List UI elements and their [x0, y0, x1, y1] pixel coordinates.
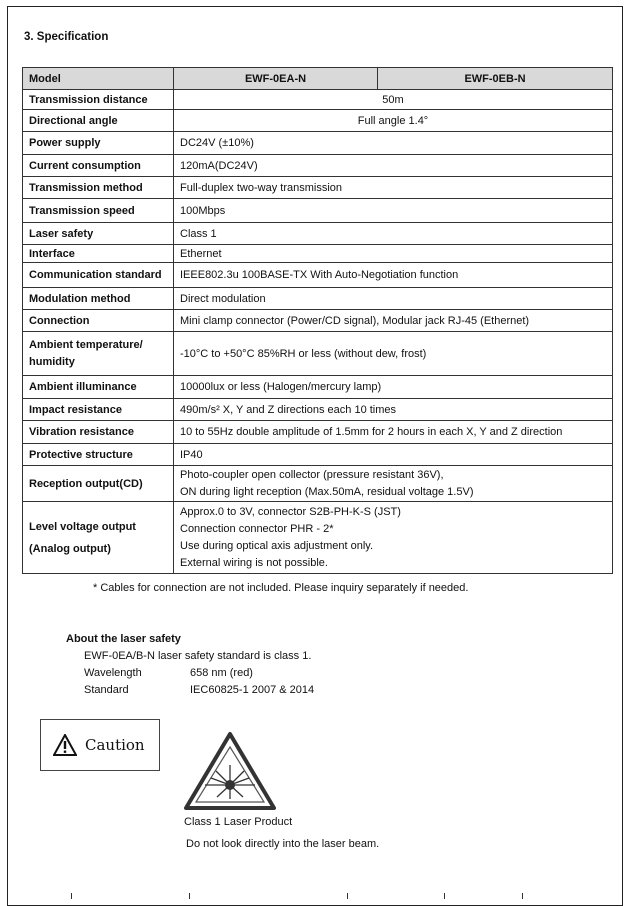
row-value: Full-duplex two-way transmission: [174, 177, 613, 199]
table-row: [23, 421, 613, 444]
row-label: [23, 502, 174, 574]
laser-beam-warning: Do not look directly into the laser beam.: [186, 838, 380, 850]
standard-label: Standard: [84, 684, 129, 696]
row-label: Transmission speed: [23, 199, 174, 223]
row-label: Impact resistance: [23, 399, 174, 421]
row-label: Interface: [23, 245, 174, 263]
caution-box: [40, 719, 160, 771]
wavelength-value: 658 nm (red): [190, 667, 253, 679]
table-row: [23, 263, 613, 288]
row-value-line: Connection connector PHR - 2*: [180, 522, 334, 535]
table-row: [23, 110, 613, 132]
row-value: 100Mbps: [174, 199, 613, 223]
row-value-line: Photo-coupler open collector (pressure resistant 36V),: [180, 468, 444, 481]
row-label: Transmission method: [23, 177, 174, 199]
row-label: [23, 332, 174, 376]
row-value: 490m/s² X, Y and Z directions each 10 times: [174, 399, 613, 421]
row-label: Modulation method: [23, 288, 174, 310]
header-model: Model: [23, 68, 174, 90]
table-row: [23, 502, 613, 574]
section-title: 3. Specification: [24, 31, 109, 43]
row-label: Transmission distance: [23, 90, 174, 110]
row-value: 120mA(DC24V): [174, 155, 613, 177]
row-value: Full angle 1.4°: [174, 110, 613, 132]
row-value-line: ON during light reception (Max.50mA, residual voltage 1.5V): [180, 485, 474, 498]
row-label-line: Level voltage output: [29, 520, 136, 533]
table-row: [23, 177, 613, 199]
table-row: [23, 245, 613, 263]
header-col-a: EWF-0EA-N: [174, 68, 378, 90]
row-label: Protective structure: [23, 444, 174, 466]
row-label: Current consumption: [23, 155, 174, 177]
caution-label: Caution: [85, 736, 145, 754]
row-label: Connection: [23, 310, 174, 332]
laser-safety-title: About the laser safety: [66, 633, 181, 645]
row-value-line: Approx.0 to 3V, connector S2B-PH-K-S (JST): [180, 505, 401, 518]
row-value: Direct modulation: [174, 288, 613, 310]
row-value: -10°C to +50°C 85%RH or less (without dew, frost): [174, 332, 613, 376]
row-label: Vibration resistance: [23, 421, 174, 444]
row-value: DC24V (±10%): [174, 132, 613, 155]
standard-value: IEC60825-1 2007 & 2014: [190, 684, 315, 696]
laser-radiation-icon: [183, 731, 277, 816]
laser-class-caption: Class 1 Laser Product: [184, 816, 293, 828]
row-value: IEEE802.3u 100BASE-TX With Auto-Negotiation function: [174, 263, 613, 288]
row-label: Directional angle: [23, 110, 174, 132]
row-value: 10 to 55Hz double amplitude of 1.5mm for 2 hours in each X, Y and Z direction: [174, 421, 613, 444]
row-value: 50m: [174, 90, 613, 110]
header-col-b: EWF-0EB-N: [378, 68, 613, 90]
table-row: [23, 332, 613, 376]
warning-triangle-icon: [53, 734, 77, 756]
standard-row: [66, 682, 314, 699]
row-label: Communication standard: [23, 263, 174, 288]
wavelength-row: [66, 665, 314, 682]
laser-safety-section: [66, 631, 314, 699]
table-row: [23, 376, 613, 399]
table-row: [23, 223, 613, 245]
row-value: Class 1: [174, 223, 613, 245]
table-row: [23, 444, 613, 466]
row-value-line: External wiring is not possible.: [180, 556, 328, 569]
row-label: Power supply: [23, 132, 174, 155]
row-value: [174, 502, 613, 574]
table-header-row: [23, 68, 613, 90]
table-row: [23, 310, 613, 332]
row-value: [174, 466, 613, 502]
row-label: Ambient illuminance: [23, 376, 174, 399]
table-row: [23, 199, 613, 223]
row-value: 10000lux or less (Halogen/mercury lamp): [174, 376, 613, 399]
laser-safety-standard-line: EWF-0EA/B-N laser safety standard is class 1.: [84, 650, 312, 662]
row-value: IP40: [174, 444, 613, 466]
row-label-line: (Analog output): [29, 542, 111, 555]
page-bottom-rule: [7, 893, 623, 899]
table-row: [23, 132, 613, 155]
specification-table: [22, 67, 613, 574]
row-value: Ethernet: [174, 245, 613, 263]
row-label-line: Ambient temperature/: [29, 338, 143, 351]
wavelength-label: Wavelength: [84, 667, 142, 679]
cables-note: * Cables for connection are not included. Please inquiry separately if needed.: [93, 582, 469, 594]
row-value-line: Use during optical axis adjustment only.: [180, 539, 374, 552]
table-row: [23, 466, 613, 502]
row-value: Mini clamp connector (Power/CD signal), Modular jack RJ-45 (Ethernet): [174, 310, 613, 332]
table-row: [23, 399, 613, 421]
table-row: [23, 288, 613, 310]
table-row: [23, 155, 613, 177]
row-label: Laser safety: [23, 223, 174, 245]
row-label-line: humidity: [29, 355, 75, 368]
row-label: Reception output(CD): [23, 466, 174, 502]
table-row: [23, 90, 613, 110]
